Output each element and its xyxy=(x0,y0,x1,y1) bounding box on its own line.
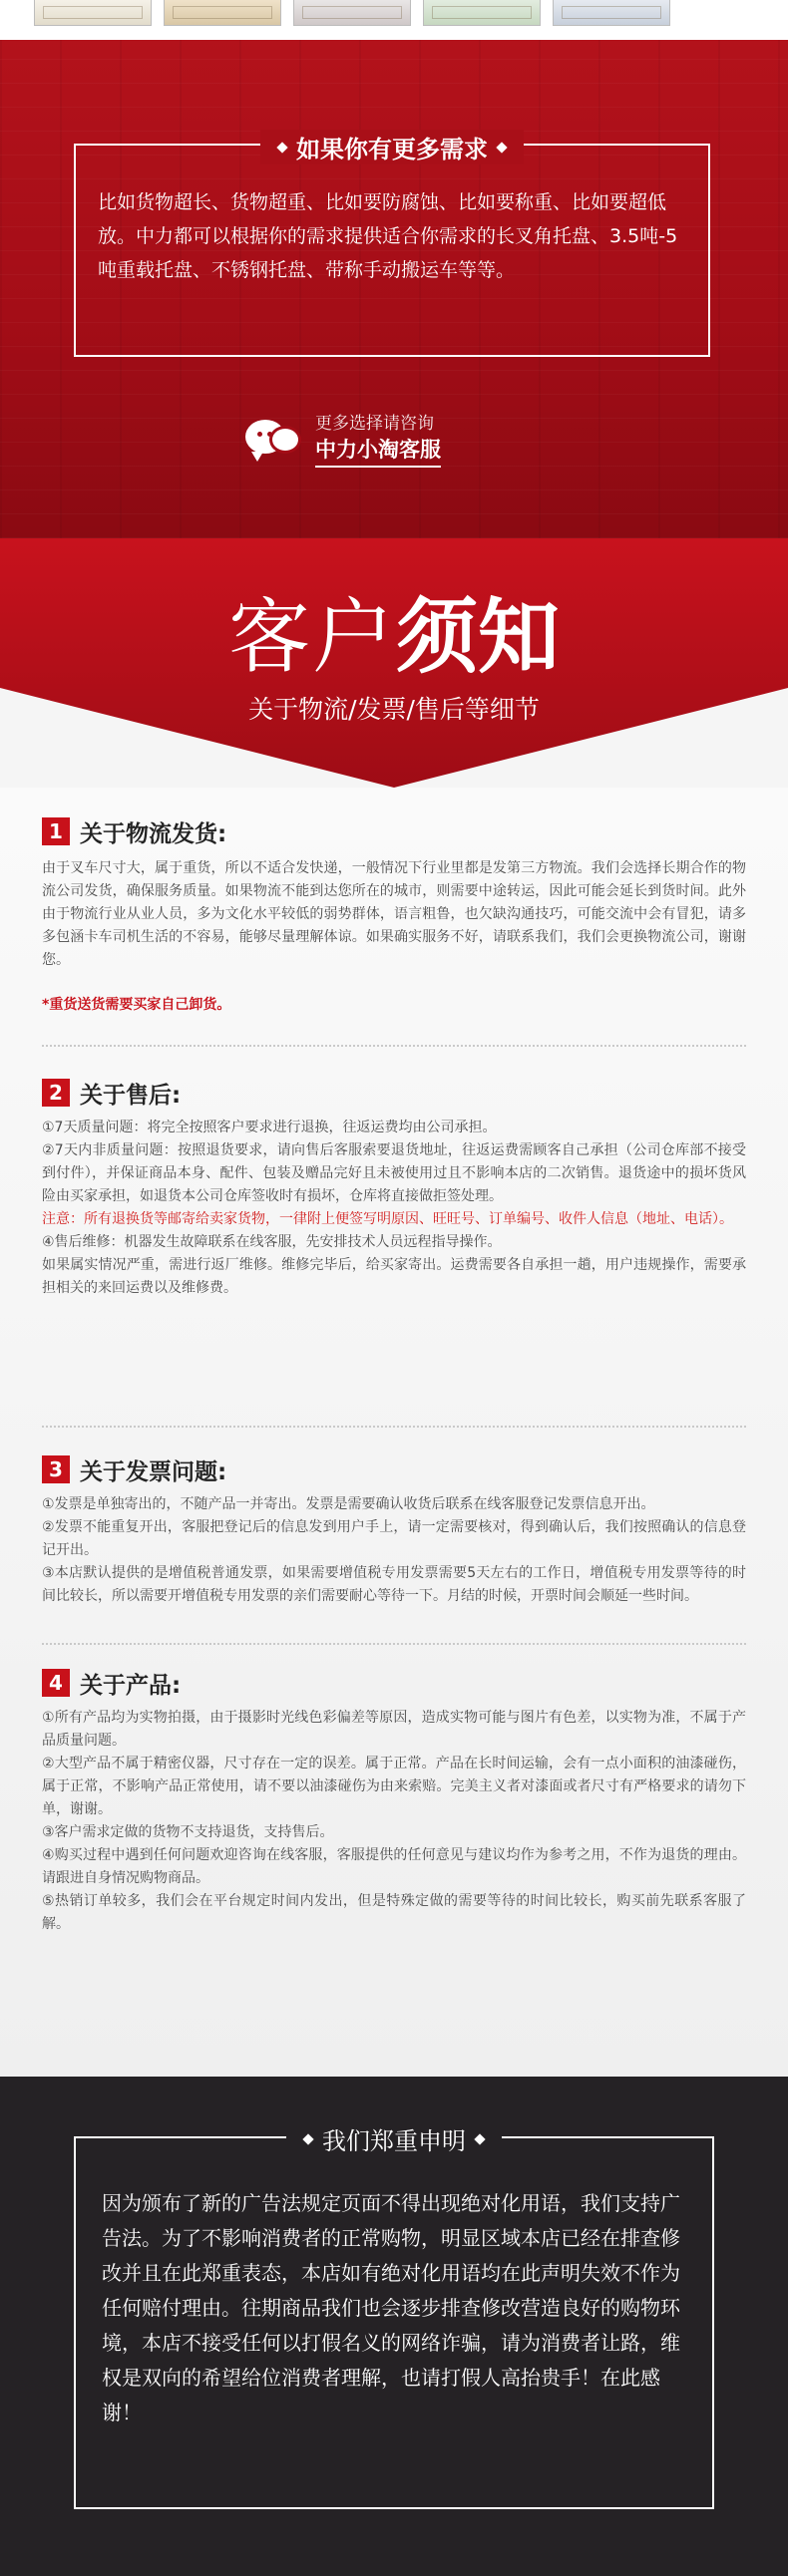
declaration-title xyxy=(286,2121,502,2156)
section-number-badge: 2 xyxy=(42,1079,70,1107)
notice-subtitle: 关于物流/发票/售后等细节 xyxy=(248,695,540,724)
section-title: 关于产品: xyxy=(80,1672,182,1699)
divider xyxy=(42,1045,746,1047)
chat-bubble-icon xyxy=(245,414,303,464)
logistics-text: 由于叉车尺寸大，属于重货，所以不适合发快递，一般情况下行业里都是发第三方物流。我们会选择长期合作的物流公司发货，确保服务质量。如果物流不能到达您所在的城市，则需要中途转运，因此可能会延长到货时间。此外由于物流行业从业人员，多为文化水平较低的弱势群体，语言粗鲁，也欠缺沟通技巧，可能交流中会有冒犯，请多多包涵卡车司机生活的不容易，能够尽量理解体谅。如果确实服务不好，请联系我们，我们会更换物流公司，谢谢您。 xyxy=(42,860,746,968)
product-item: ④购买过程中遇到任何问题欢迎咨询在线客服，客服提供的任何意见与建议均作为参考之用，不作为退货的理由。请跟进自身情况购物商品。 xyxy=(42,1847,746,1886)
aftersale-section xyxy=(42,1077,746,1300)
diamond-icon xyxy=(302,2133,313,2144)
section-title: 关于发票问题: xyxy=(80,1458,227,1485)
divider xyxy=(42,1426,746,1428)
certificate-thumbnail[interactable] xyxy=(293,0,411,26)
certificate-thumbnail[interactable] xyxy=(553,0,670,26)
invoice-section xyxy=(42,1453,746,1608)
section-title: 关于售后: xyxy=(80,1082,182,1109)
invoice-item: ②发票不能重复开出，客服把登记后的信息发到用户手上，请一定需要核对，得到确认后，我们按照确认的信息登记开出。 xyxy=(42,1519,746,1558)
more-needs-title xyxy=(260,130,524,164)
notice-title-light: 客户 xyxy=(227,590,396,685)
section-number-badge: 1 xyxy=(42,817,70,845)
section-number-badge: 4 xyxy=(42,1669,70,1697)
thumbnail-strip xyxy=(0,0,788,40)
section-number-badge: 3 xyxy=(42,1455,70,1483)
diamond-icon xyxy=(276,142,287,153)
declaration-title-text: 我们郑重申明 xyxy=(322,2127,466,2155)
aftersale-item: ①7天质量问题：将完全按照客户要求进行退换，往返运费均由公司承担。 xyxy=(42,1120,497,1135)
heavy-goods-warning: *重货送货需要买家自己卸货。 xyxy=(42,997,231,1013)
product-section xyxy=(42,1667,746,1936)
certificate-thumbnail[interactable] xyxy=(423,0,541,26)
more-needs-text: 比如货物超长、货物超重、比如要防腐蚀、比如要称重、比如要超低放。中力都可以根据你的需求提供适合你需求的长叉角托盘、3.5吨-5吨重载托盘、不锈钢托盘、带称手动搬运车等等。 xyxy=(98,191,678,281)
more-needs-banner xyxy=(0,40,788,538)
customer-notice-header xyxy=(0,538,788,788)
service-subtitle: 更多选择请咨询 xyxy=(315,414,434,434)
more-needs-title-text: 如果你有更多需求 xyxy=(296,136,488,163)
aftersale-note: 注意：所有退换货等邮寄给卖家货物，一律附上便签写明原因、旺旺号、订单编号、收件人信息（地址、电话）。 xyxy=(42,1211,733,1227)
divider xyxy=(42,1643,746,1645)
invoice-item: ①发票是单独寄出的，不随产品一并寄出。发票是需要确认收货后联系在线客服登记发票信息开出。 xyxy=(42,1496,655,1512)
invoice-item: ③本店默认提供的是增值税普通发票，如果需要增值税专用发票需要5天左右的工作日，增值税专用发票等待的时间比较长，所以需要开增值税专用发票的亲们需要耐心等待一下。月结的时候，开票时间会顺延一些时间。 xyxy=(42,1565,746,1604)
product-item: ⑤热销订单较多，我们会在平台规定时间内发出，但是特殊定做的需要等待的时间比较长，购买前先联系客服了解。 xyxy=(42,1893,746,1932)
service-title[interactable]: 中力小淘客服 xyxy=(315,434,441,468)
aftersale-item: ②7天内非质量问题：按照退货要求，请向售后客服索要退货地址，往返运费需顾客自己承担（公司仓库部不接受到付件），并保证商品本身、配件、包装及赠品完好且未被使用过且不影响本店的二次销售。退货途中的损坏货风险由买家承担，如退货本公司仓库签收时有损坏，仓库将直接做拒签处理。 xyxy=(42,1142,746,1204)
notice-title-bold: 须知 xyxy=(396,590,561,685)
product-item: ②大型产品不属于精密仪器，尺寸存在一定的误差。属于正常。产品在长时间运输，会有一点小面积的油漆碰伤，属于正常，不影响产品正常使用，请不要以油漆碰伤为由来索赔。完美主义者对漆面或者尺寸有严格要求的请勿下单，谢谢。 xyxy=(42,1756,746,1817)
more-needs-box xyxy=(74,136,710,357)
diamond-icon xyxy=(474,2133,485,2144)
certificate-thumbnail[interactable] xyxy=(164,0,281,26)
aftersale-item: 如果属实情况严重，需进行返厂维修。维修完毕后，给买家寄出。运费需要各自承担一趟，用户违规操作，需要承担相关的来回运费以及维修费。 xyxy=(42,1257,746,1296)
certificate-thumbnail[interactable] xyxy=(34,0,152,26)
aftersale-item: ④售后维修：机器发生故障联系在线客服，先安排技术人员远程指导操作。 xyxy=(42,1234,502,1250)
logistics-section xyxy=(42,815,746,1017)
product-item: ③客户需求定做的货物不支持退货，支持售后。 xyxy=(42,1824,334,1840)
customer-service-link[interactable] xyxy=(245,409,441,468)
declaration-section xyxy=(0,2077,788,2576)
declaration-text: 因为颁布了新的广告法规定页面不得出现绝对化用语，我们支持广告法。为了不影响消费者的正常购物，明显区域本店已经在排查修改并且在此郑重表态，本店如有绝对化用语均在此声明失效不作为任何赔付理由。往期商品我们也会逐步排查修改营造良好的购物环境，本店不接受任何以打假名义的网络诈骗，请为消费者让路，维权是双向的希望给位消费者理解，也请打假人高抬贵手！在此感谢！ xyxy=(102,2191,680,2424)
declaration-box xyxy=(74,2127,714,2509)
section-title: 关于物流发货: xyxy=(80,820,227,847)
notice-body xyxy=(0,788,788,2077)
notice-title xyxy=(0,590,788,686)
diamond-icon xyxy=(496,142,507,153)
product-item: ①所有产品均为实物拍摄，由于摄影时光线色彩偏差等原因，造成实物可能与图片有色差，以实物为准，不属于产品质量问题。 xyxy=(42,1710,746,1749)
